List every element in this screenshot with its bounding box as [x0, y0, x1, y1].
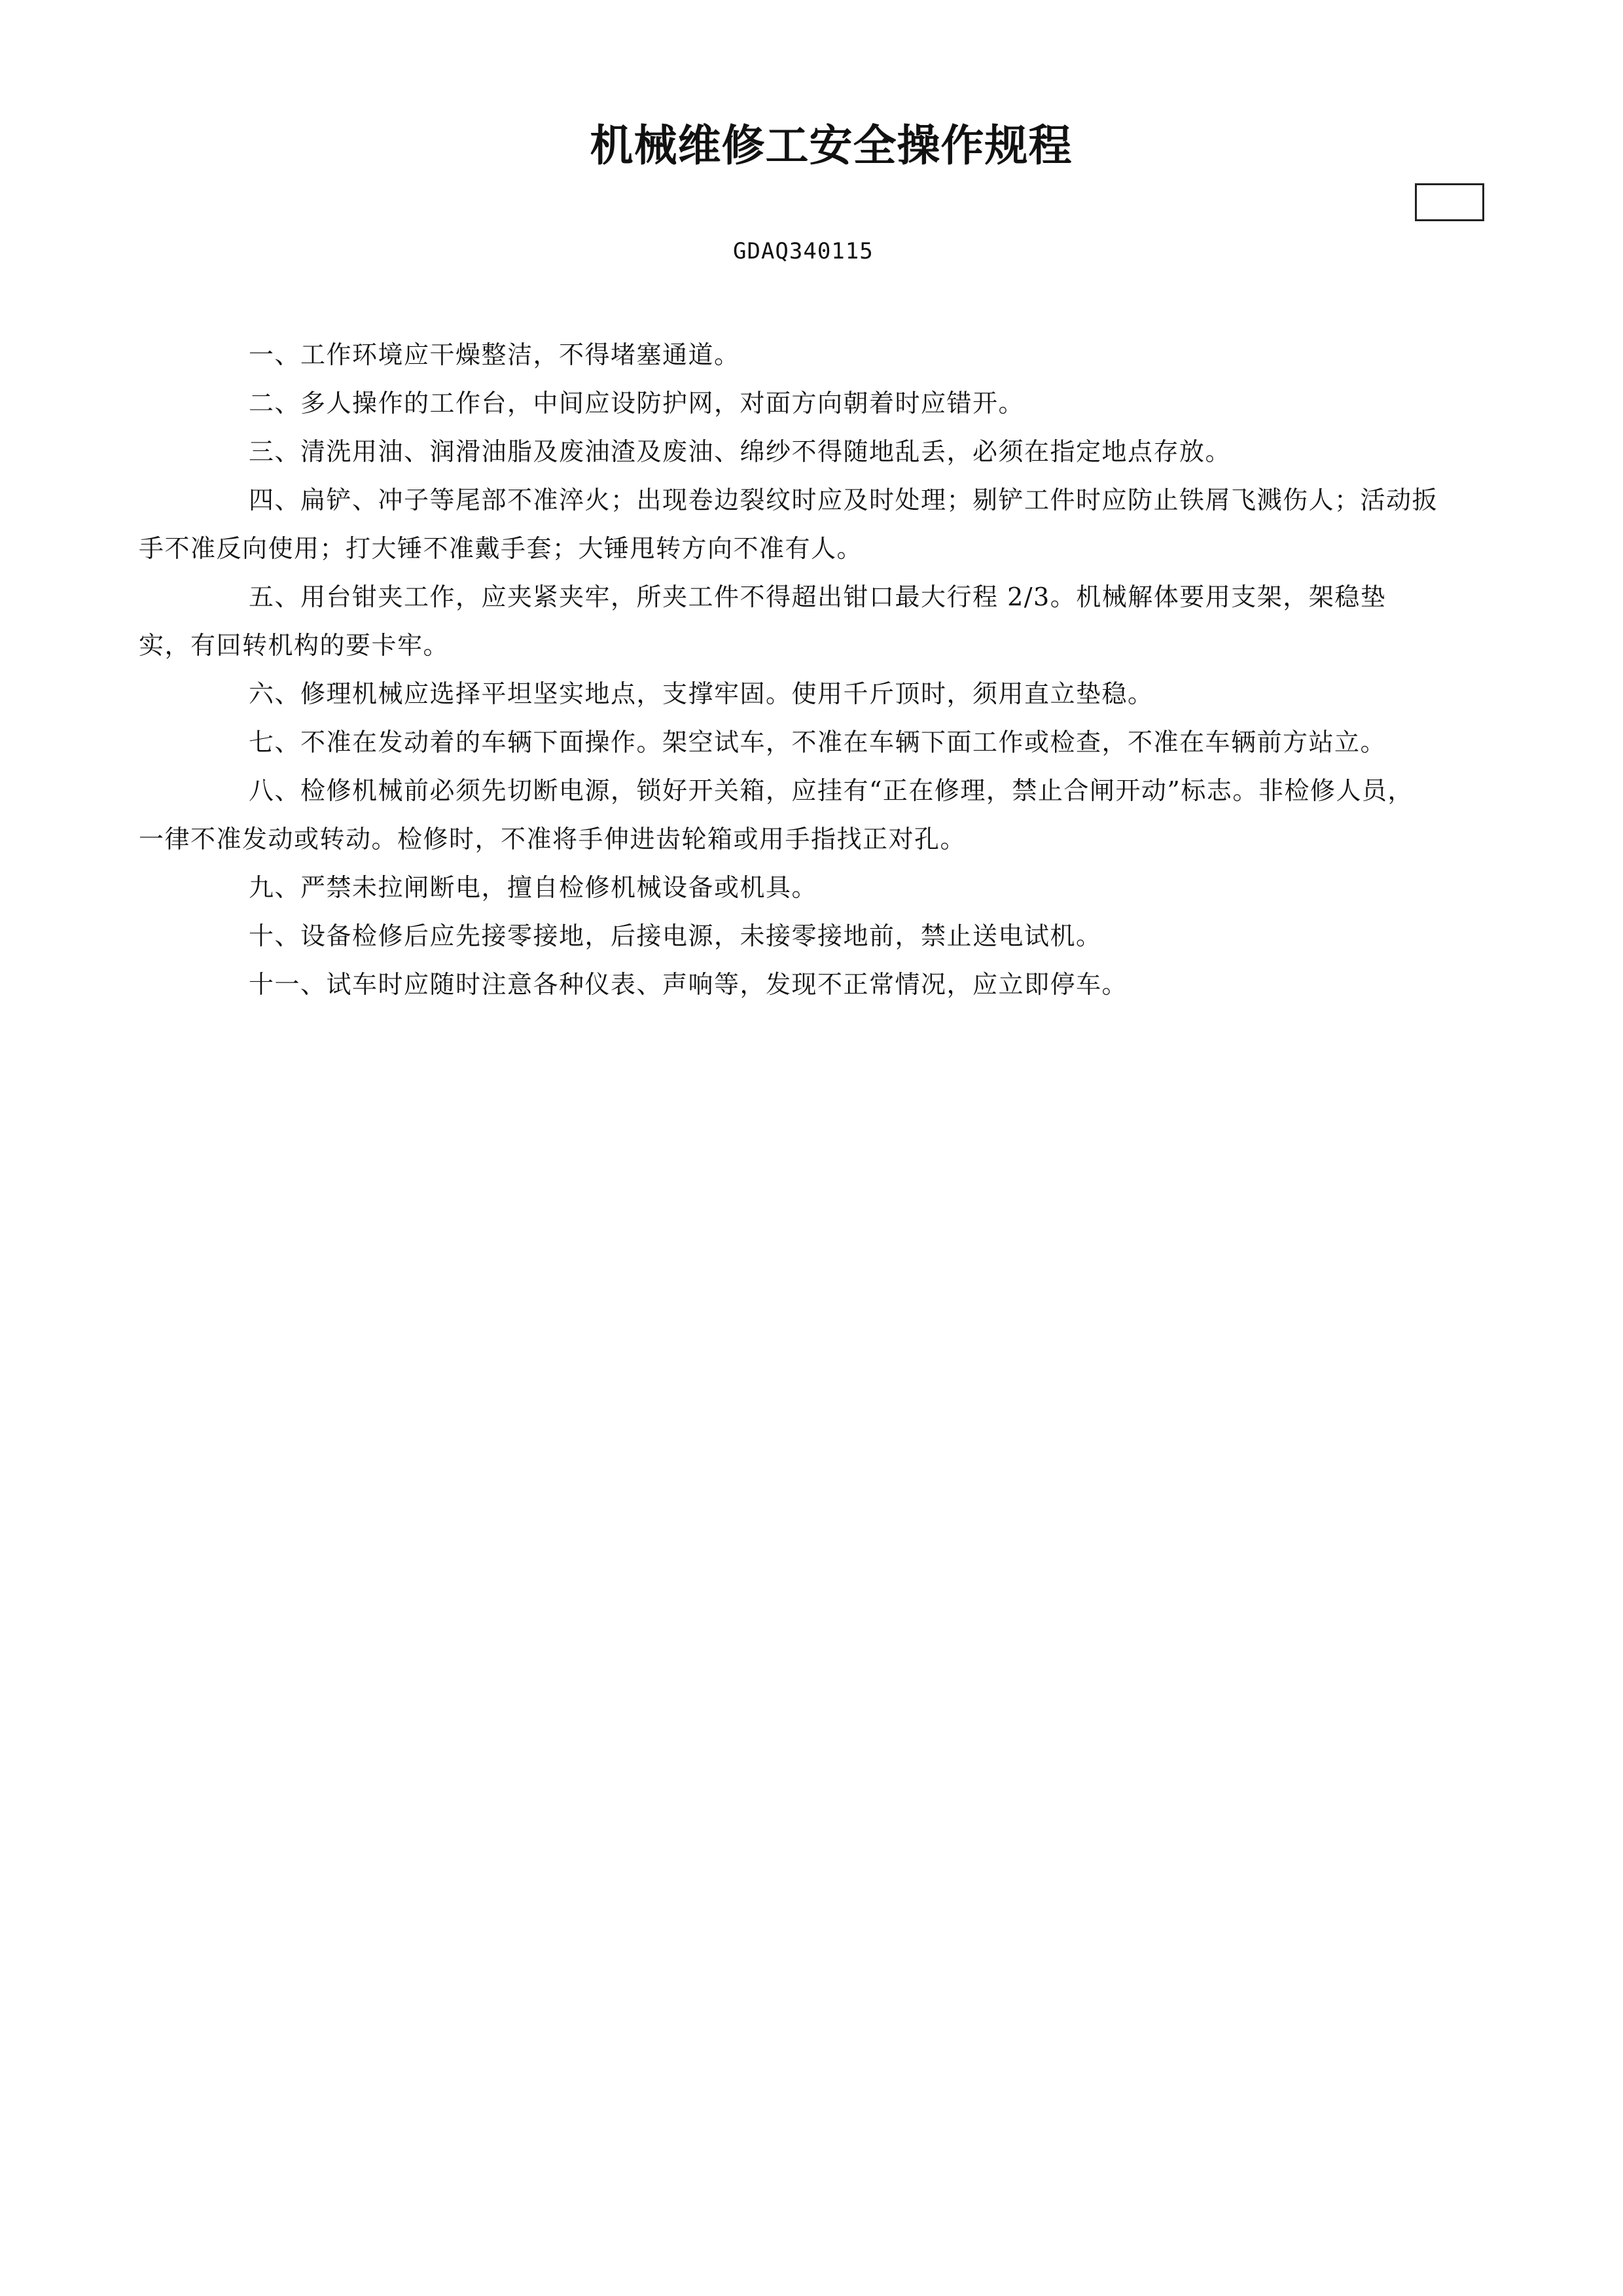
rule-item — [194, 960, 1501, 1009]
document-code: GDAQ340115 — [733, 238, 874, 264]
document-number-box — [1415, 183, 1484, 221]
rule-line: 手不准反向使用；打大锤不准戴手套；大锤甩转方向不准有人。 — [139, 534, 863, 563]
rule-item — [139, 573, 1501, 670]
rule-line: 五、用台钳夹工作，应夹紧夹牢，所夹工件不得超出钳口最大行程 2/3。机械解体要用支架，架稳垫 — [249, 583, 1387, 611]
rule-line: 二、多人操作的工作台，中间应设防护网，对面方向朝着时应错开。 — [249, 389, 1025, 418]
rule-item — [194, 912, 1501, 960]
rule-item — [194, 863, 1501, 912]
rule-line: 九、严禁未拉闸断电，擅自检修机械设备或机具。 — [249, 873, 818, 902]
rule-line: 四、扁铲、冲子等尾部不准淬火；出现卷边裂纹时应及时处理；剔铲工件时应防止铁屑飞溅伤人；活动扳 — [249, 486, 1438, 514]
rule-item — [194, 670, 1501, 718]
rule-item — [139, 476, 1501, 573]
rule-item — [194, 718, 1501, 766]
rule-item — [139, 766, 1501, 863]
rule-line: 十、设备检修后应先接零接地，后接电源，未接零接地前，禁止送电试机。 — [249, 922, 1102, 950]
rule-line: 十一、试车时应随时注意各种仪表、声响等，发现不正常情况，应立即停车。 — [249, 970, 1128, 999]
rule-item — [194, 379, 1501, 427]
rule-line: 一、工作环境应干燥整洁，不得堵塞通道。 — [249, 340, 740, 369]
rule-line: 七、不准在发动着的车辆下面操作。架空试车，不准在车辆下面工作或检查，不准在车辆前方站立。 — [249, 728, 1387, 757]
rule-line: 实，有回转机构的要卡牢。 — [139, 631, 450, 660]
rule-line: 六、修理机械应选择平坦坚实地点，支撑牢固。使用千斤顶时，须用直立垫稳。 — [249, 679, 1154, 708]
rule-item — [194, 427, 1501, 476]
document-title: 机械维修工安全操作规程 — [590, 120, 1073, 171]
rules-list — [139, 331, 1501, 1009]
rule-item — [194, 331, 1501, 379]
rule-line: 三、清洗用油、润滑油脂及废油渣及废油、绵纱不得随地乱丢，必须在指定地点存放。 — [249, 437, 1232, 466]
rule-line: 一律不准发动或转动。检修时，不准将手伸进齿轮箱或用手指找正对孔。 — [139, 825, 967, 853]
rule-line: 八、检修机械前必须先切断电源，锁好开关箱，应挂有“正在修理，禁止合闸开动”标志。非检修人员， — [249, 776, 1414, 805]
